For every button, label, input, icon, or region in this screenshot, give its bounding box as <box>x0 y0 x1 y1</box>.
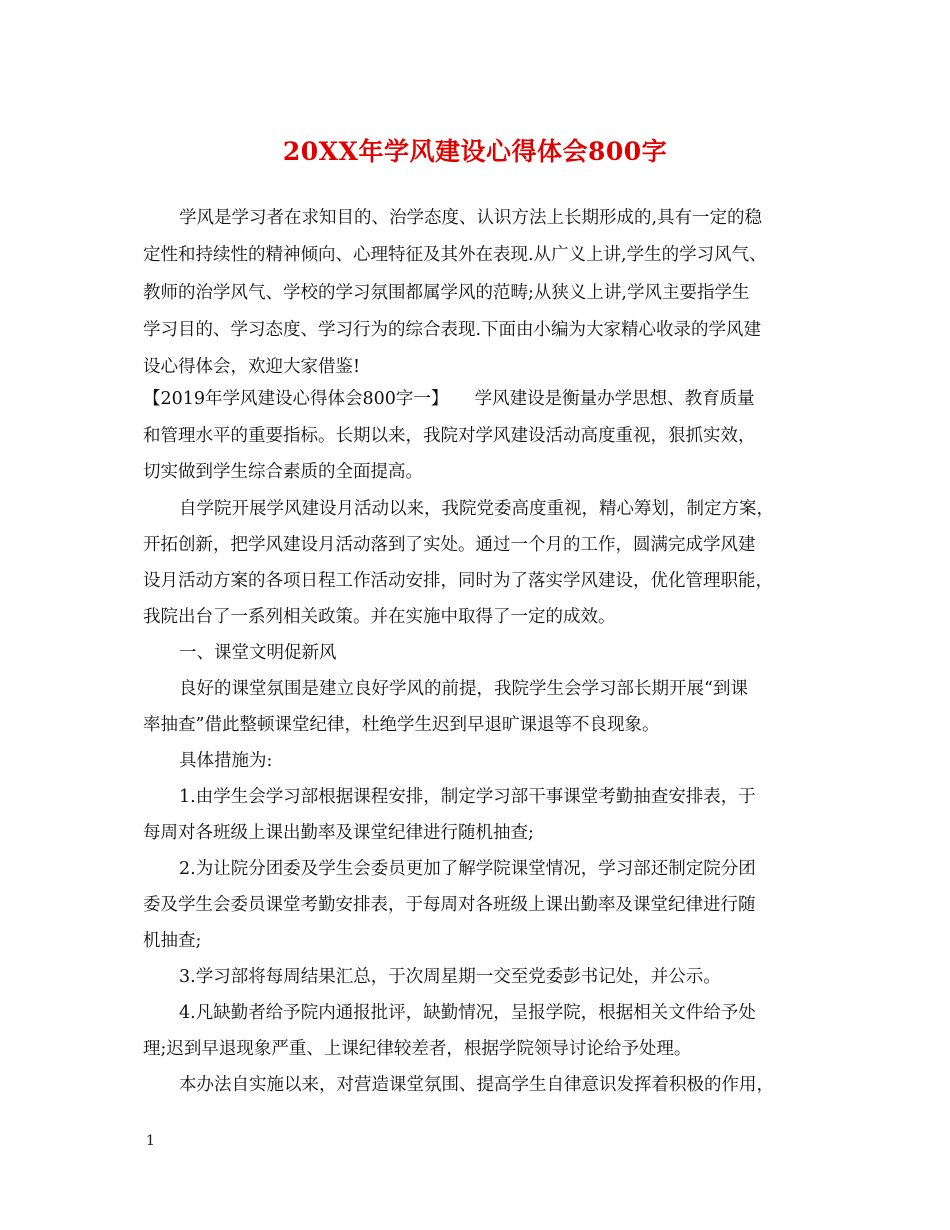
body-line: 每周对各班级上课出勤率及课堂纪律进行随机抽查; <box>143 823 534 843</box>
body-line: 和管理水平的重要指标。长期以来，我院对学风建设活动高度重视，狠抓实效， <box>143 426 756 446</box>
section-heading-line: 【2019年学风建设心得体会800字一】 学风建设是衡量办学思想、教育质量 <box>143 389 755 409</box>
body-line: 自学院开展学风建设月活动以来，我院党委高度重视，精心筹划，制定方案， <box>179 499 774 519</box>
body-line: 本办法自实施以来，对营造课堂氛围、提高学生自律意识发挥着积极的作用， <box>179 1075 774 1095</box>
body-line: 机抽查; <box>143 931 202 951</box>
body-line: 良好的课堂氛围是建立良好学风的前提，我院学生会学习部长期开展“到课 <box>179 679 748 699</box>
body-line: 切实做到学生综合素质的全面提高。 <box>143 462 423 482</box>
body-line: 设心得体会，欢迎大家借鉴! <box>143 357 361 377</box>
body-line: 2.为让院分团委及学生会委员更加了解学院课堂情况，学习部还制定院分团 <box>179 859 756 879</box>
body-line: 定性和持续性的精神倾向、心理特征及其外在表现.从广义上讲,学生的学习风气、 <box>143 245 767 265</box>
body-line: 理;迟到早退现象严重、上课纪律较差者，根据学院领导讨论给予处理。 <box>143 1039 692 1059</box>
body-line: 教师的治学风气、学校的学习氛围都属学风的范畴;从狭义上讲,学风主要指学生 <box>143 283 750 303</box>
page-number: 1 <box>146 1133 155 1149</box>
body-line: 学风是学习者在求知目的、治学态度、认识方法上长期形成的,具有一定的稳 <box>179 208 763 228</box>
body-line: 3.学习部将每周结果汇总，于次周星期一交至党委彭书记处，并公示。 <box>179 967 721 987</box>
body-line: 设月活动方案的各项日程工作活动安排，同时为了落实学风建设，优化管理职能， <box>143 571 773 591</box>
body-line: 4.凡缺勤者给予院内通报批评，缺勤情况，呈报学院，根据相关文件给予处 <box>179 1003 756 1023</box>
body-line: 1.由学生会学习部根据课程安排，制定学习部干事课堂考勤抽查安排表，于 <box>179 787 756 807</box>
body-line: 具体措施为: <box>179 751 273 771</box>
body-line: 开拓创新，把学风建设月活动落到了实处。通过一个月的工作，圆满完成学风建 <box>143 535 756 555</box>
body-line: 学习目的、学习态度、学习行为的综合表现.下面由小编为大家精心收录的学风建 <box>143 320 762 340</box>
body-line: 率抽查”借此整顿课堂纪律，杜绝学生迟到早退旷课退等不良现象。 <box>143 715 660 735</box>
body-line: 委及学生会委员课堂考勤安排表，于每周对各班级上课出勤率及课堂纪律进行随 <box>143 895 756 915</box>
body-line: 我院出台了一系列相关政策。并在实施中取得了一定的成效。 <box>143 607 616 627</box>
subheading-line: 一、课堂文明促新风 <box>179 643 337 663</box>
document-title: 20XX年学风建设心得体会800字 <box>282 137 668 166</box>
